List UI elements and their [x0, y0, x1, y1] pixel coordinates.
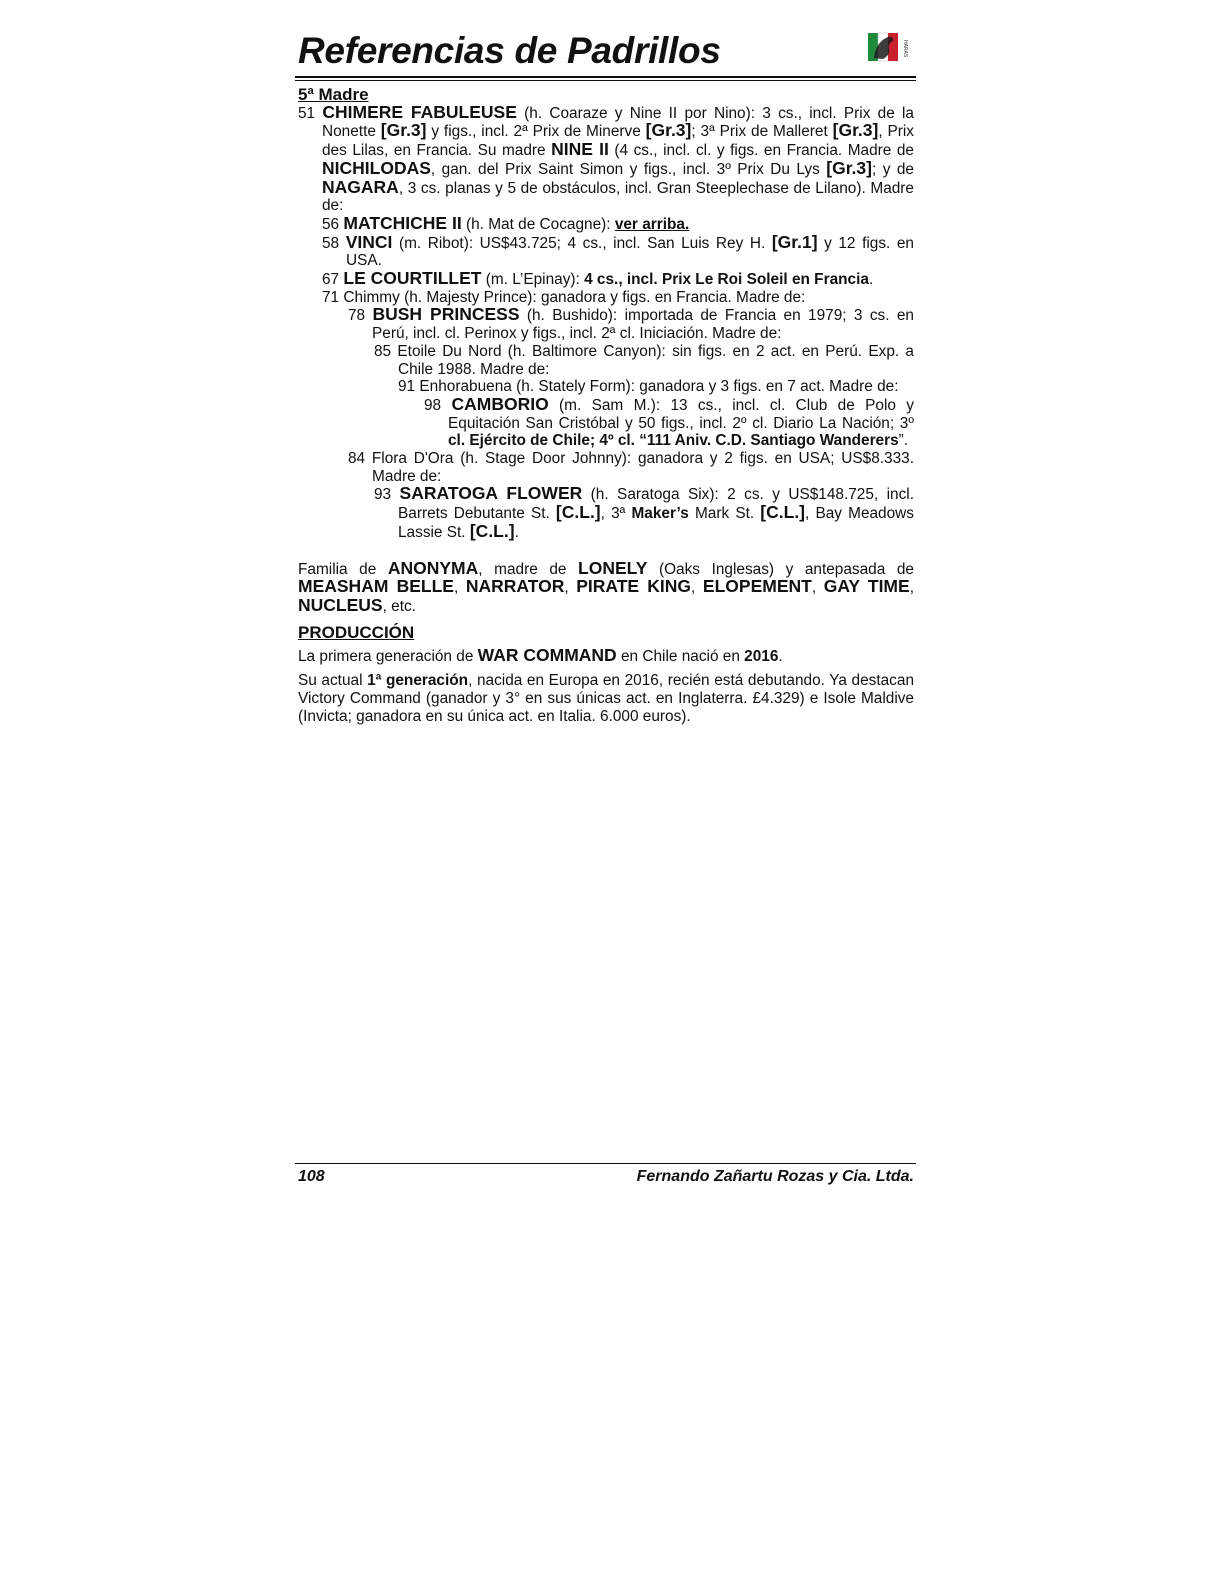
section-heading-produccion: PRODUCCIÓN — [298, 622, 415, 642]
familia-paragraph: Familia de ANONYMA, madre de LONELY (Oaks Inglesas) y antepasada de MEASHAM BELLE, NARRATOR, PIRATE KING, ELOPEMENT, GAY TIME, NUCLEUS, etc. — [298, 557, 914, 615]
header-rule-thin — [295, 80, 916, 81]
horse-name: LE COURTILLET — [343, 268, 482, 289]
entry-91-enhorabuena: 91 Enhorabuena (h. Stately Form): ganadora y 3 figs. en 7 act. Madre de: — [398, 378, 899, 396]
horse-name: CAMBORIO — [451, 393, 549, 414]
horse-name: MEASHAM BELLE — [298, 576, 454, 597]
horse-name: LONELY — [578, 557, 648, 578]
grade-badge: [C.L.] — [469, 520, 515, 541]
entry-56-matchiche-ii: 56 MATCHICHE II (h. Mat de Cocagne): ver arriba. — [322, 212, 690, 233]
horse-name: GAY TIME — [823, 576, 910, 597]
page-number: 108 — [298, 1168, 325, 1185]
horse-name: MATCHICHE II — [343, 212, 462, 233]
section-heading-5-madre: 5ª Madre — [298, 85, 369, 104]
footer-rule — [295, 1163, 916, 1164]
entry-93-saratoga-flower: 93 SARATOGA FLOWER (h. Saratoga Six): 2 cs. y US$148.725, incl. Barrets Debutante St. [C.L.], 3ª Maker’s Mark St. [C.L.], Bay Meadows Lassie St. [C.L.]. — [374, 483, 914, 541]
entry-98-camborio: 98 CAMBORIO (m. Sam M.): 13 cs., incl. cl. Club de Polo y Equitación San Cristóbal y 50 figs., incl. 2º cl. Diario La Nación; 3º cl. Ejército de Chile; 4º cl. “111 Aniv. C.D. Santiago Wanderers”. — [424, 393, 914, 450]
grade-badge: [Gr.3] — [645, 120, 692, 141]
grade-badge: [Gr.3] — [832, 120, 879, 141]
footer-company: Fernando Zañartu Rozas y Cia. Ltda. — [636, 1168, 914, 1185]
horse-name: SARATOGA FLOWER — [399, 483, 583, 504]
horse-name: ELOPEMENT — [702, 576, 812, 597]
produccion-paragraph-1: La primera generación de WAR COMMAND en Chile nació en 2016. — [298, 645, 783, 666]
horse-name: WAR COMMAND — [477, 645, 617, 666]
ver-arriba-link[interactable]: ver arriba. — [614, 215, 690, 233]
horse-name: BUSH PRINCESS — [372, 304, 520, 325]
grade-badge: [C.L.] — [760, 502, 806, 523]
horse-name: PIRATE KING — [576, 576, 692, 597]
logo-text: HARAS — [902, 40, 908, 58]
entry-67-le-courtillet: 67 LE COURTILLET (m. L’Epinay): 4 cs., incl. Prix Le Roi Soleil en Francia. — [322, 268, 874, 289]
document-body — [298, 86, 914, 725]
entry-78-bush-princess: 78 BUSH PRINCESS (h. Bushido): importada de Francia en 1979; 3 cs. en Perú, incl. cl. Perinox y figs., incl. 2ª cl. Iniciación. Madre de: — [348, 304, 914, 343]
grade-badge: [Gr.1] — [771, 231, 818, 252]
entry-58-vinci: 58 VINCI (m. Ribot): US$43.725; 4 cs., incl. San Luis Rey H. [Gr.1] y 12 figs. en USA. — [322, 231, 914, 270]
horse-name: NAGARA — [322, 176, 399, 197]
page-title: Referencias de Padrillos — [298, 30, 721, 71]
grade-badge: [Gr.3] — [826, 157, 872, 178]
entry-84-flora-dora: 84 Flora D'Ora (h. Stage Door Johnny): ganadora y 2 figs. en USA; US$8.333. Madre de: — [348, 450, 914, 485]
horse-name: CHIMERE FABULEUSE — [322, 101, 517, 122]
entry-51-chimere-fabuleuse: 51 CHIMERE FABULEUSE (h. Coaraze y Nine II por Nino): 3 cs., incl. Prix de la Nonette [Gr.3] y figs., incl. 2ª Prix de Minerve [Gr.3]; 3ª Prix de Malleret [Gr.3], Prix des Lilas, en Francia. Su madre NINE II (4 cs., incl. cl. y figs. en Francia. Madre de NICHILODAS, gan. del Prix Saint Simon y figs., incl. 3º Prix Du Lys [Gr.3]; y de NAGARA, 3 cs. planas y 5 de obstáculos, incl. Gran Steeplechase de Lilano). Madre de: — [298, 101, 914, 215]
produccion-paragraph-2: Su actual 1ª generación, nacida en Europa en 2016, recién está debutando. Ya destacan Victory Command (ganador y 3° en sus únicas act. en Inglaterra. £4.329) e Isole Maldive (Invicta; ganadora en su única act. en Italia. 6.000 euros). — [298, 672, 914, 725]
horse-name: VINCI — [345, 231, 393, 252]
horse-name: NUCLEUS — [298, 594, 383, 615]
header-rule — [295, 76, 916, 78]
grade-badge: [C.L.] — [555, 502, 601, 523]
horse-name: NICHILODAS — [322, 157, 431, 178]
entry-71-chimmy: 71 Chimmy (h. Majesty Prince): ganadora y figs. en Francia. Madre de: — [322, 288, 806, 306]
horse-name: ANONYMA — [387, 557, 479, 578]
horse-name: NARRATOR — [465, 576, 565, 597]
entry-85-etoile-du-nord: 85 Etoile Du Nord (h. Baltimore Canyon): sin figs. en 2 act. en Perú. Exp. a Chile 1988. Madre de: — [374, 342, 914, 378]
horse-name: NINE II — [551, 139, 609, 160]
horse-head-flag-logo-icon — [866, 30, 910, 66]
grade-badge: [Gr.3] — [380, 120, 427, 141]
